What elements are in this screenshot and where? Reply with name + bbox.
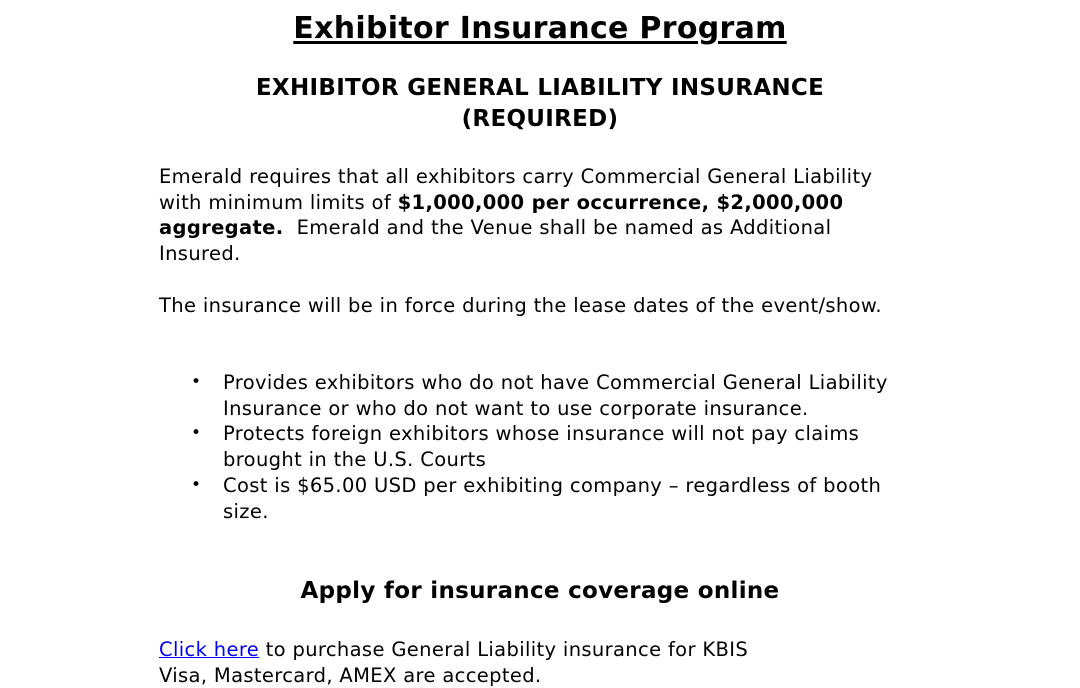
section-heading (0, 73, 1080, 135)
click-here-link[interactable]: Click here (159, 638, 260, 661)
bullet-icon: • (191, 423, 202, 444)
section-heading-line-2: (REQUIRED) (461, 106, 619, 132)
coverage-limits: $1,000,000 per occurrence, $2,000,000 aggregate. (159, 190, 844, 240)
purchase-text: to purchase General Liability insurance for KBIS (259, 638, 749, 661)
bullet-icon: • (191, 372, 202, 392)
requirements-paragraph (159, 164, 919, 267)
list-item (159, 421, 919, 472)
list-item-text: Cost is $65.00 USD per exhibiting company – regardless of booth size. (223, 473, 882, 523)
bullet-icon: • (191, 474, 202, 495)
purchase-paragraph (159, 637, 919, 688)
additional-insured-text: Emerald and the Venue shall be named as Additional Insured. (159, 216, 838, 266)
coverage-period-paragraph: The insurance will be in force during the lease dates of the event/show. (159, 294, 882, 317)
accepted-cards-text: Visa, Mastercard, AMEX are accepted. (159, 663, 542, 687)
requirements-intro: Emerald requires that all exhibitors carry Commercial General Liability with minimum limits of (159, 165, 873, 214)
list-item-text: Provides exhibitors who do not have Commercial General Liability Insurance or who do not want to use corporate insurance. (223, 371, 888, 420)
list-item (159, 473, 919, 524)
list-item (159, 370, 919, 421)
page-title: Exhibitor Insurance Program (293, 11, 787, 46)
benefits-list (159, 370, 919, 524)
section-heading-line-1: EXHIBITOR GENERAL LIABILITY INSURANCE (255, 75, 825, 101)
list-item-text: Protects foreign exhibitors whose insurance will not pay claims brought in the U.S. Courts (223, 422, 860, 472)
apply-heading: Apply for insurance coverage online (300, 578, 780, 604)
